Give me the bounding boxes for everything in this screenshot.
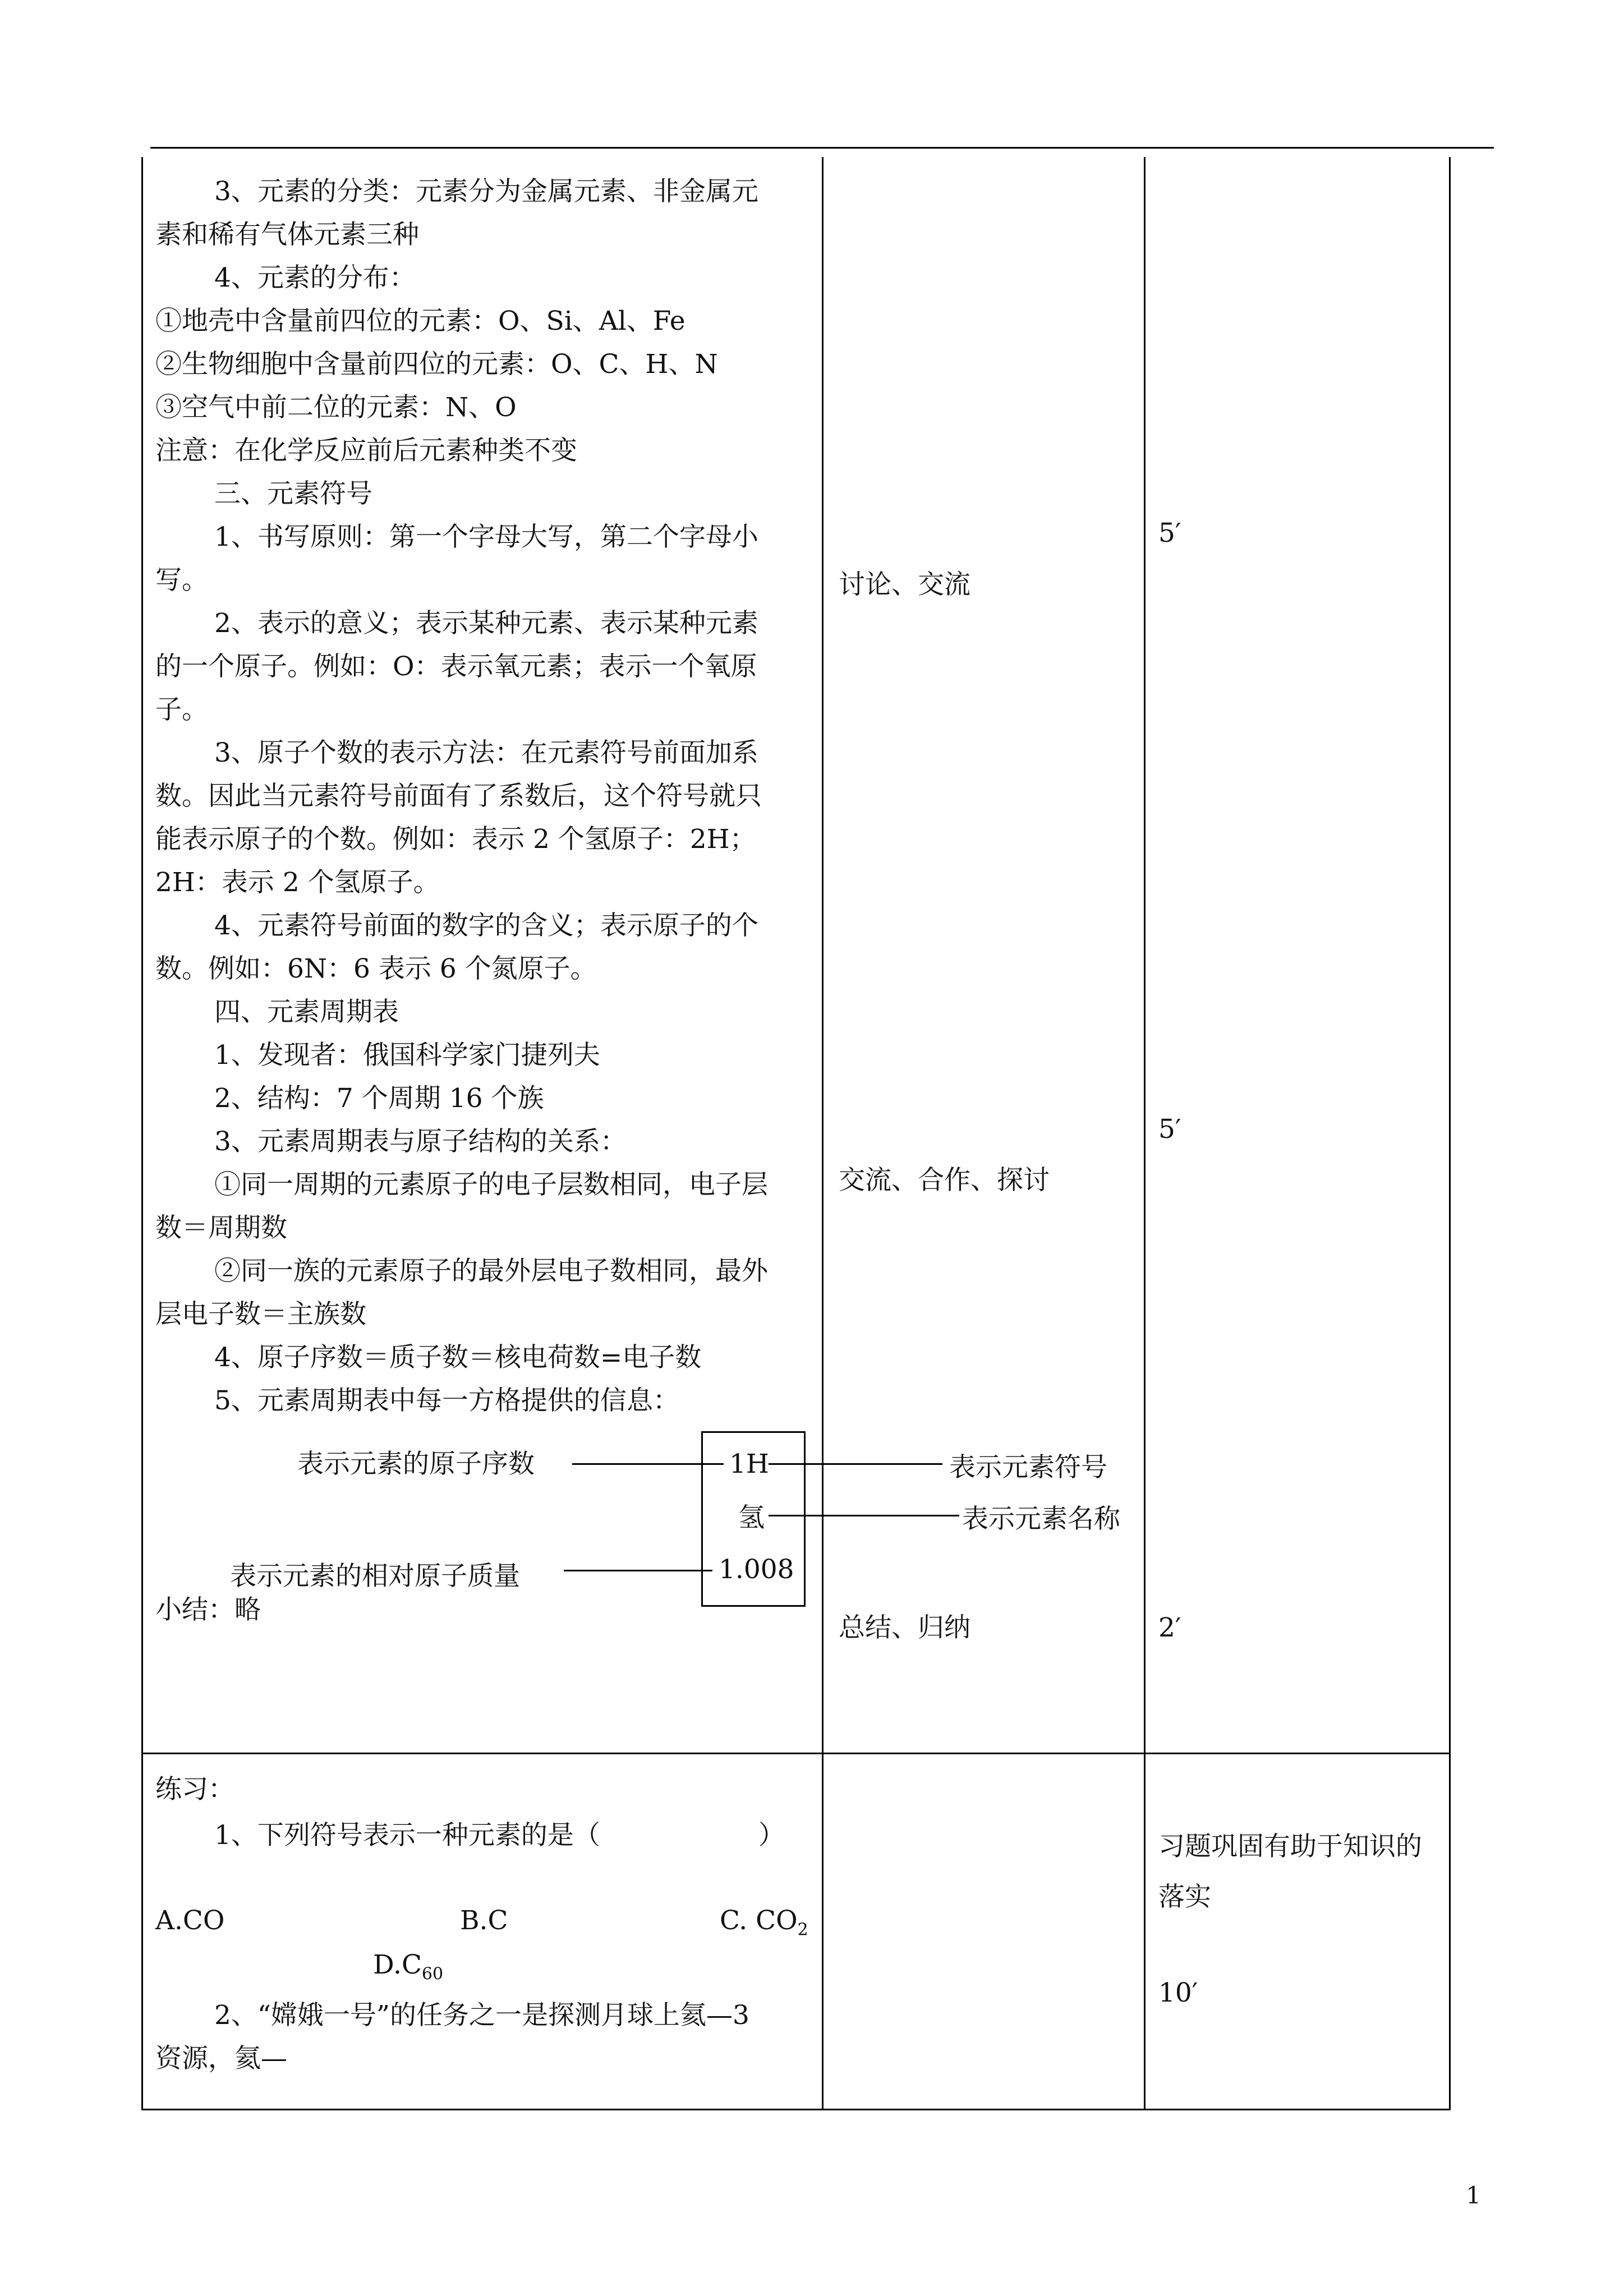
text-line: ②生物细胞中含量前四位的元素：O、C、H、N (155, 349, 718, 380)
connector-mass (564, 1570, 712, 1571)
label-atomic-number: 表示元素的原子序数 (297, 1449, 535, 1479)
text-line: ①地壳中含量前四位的元素：O、Si、Al、Fe (155, 306, 686, 336)
option-c (720, 1899, 808, 1942)
text-line: 能表示原子的个数。例如：表示 2 个氢原子：2H； (155, 824, 756, 855)
label-mass: 表示元素的相对原子质量 (230, 1561, 520, 1592)
label-symbol: 表示元素符号 (949, 1452, 1107, 1483)
time-allocation: 5′ (1158, 1114, 1181, 1145)
text-line: ①同一周期的元素原子的电子层数相同，电子层 (214, 1169, 768, 1200)
text-line: 数。例如：6N：6 表示 6 个氮原子。 (155, 953, 597, 984)
section-heading: 三、元素符号 (214, 478, 372, 509)
text-line: 3、元素周期表与原子结构的关系： (214, 1126, 627, 1157)
summary-text: 小结：略 (155, 1594, 261, 1625)
text-line: 3、原子个数的表示方法：在元素符号前面加系 (214, 737, 758, 768)
text-line: 5、元素周期表中每一方格提供的信息： (214, 1385, 679, 1416)
text-line: ③空气中前二位的元素：N、O (155, 392, 517, 423)
table-divider-2 (1144, 157, 1145, 2110)
option-d (373, 1943, 443, 1986)
activity-cooperate: 交流、合作、探讨 (839, 1165, 1050, 1196)
table-border-bottom (141, 2109, 1451, 2110)
connector-name (769, 1515, 959, 1516)
text-line: ②同一族的元素原子的最外层电子数相同，最外 (214, 1256, 768, 1287)
exercise-title: 练习： (155, 1774, 234, 1805)
text-line: 2、表示的意义；表示某种元素、表示某种元素 (214, 608, 758, 639)
option-d-text: D.C (373, 1949, 422, 1980)
text-line: 1、发现者：俄国科学家门捷列夫 (214, 1040, 600, 1071)
option-c-text: C. CO (720, 1905, 798, 1936)
text-line: 层电子数＝主族数 (155, 1299, 366, 1330)
text-line: 的一个原子。例如：O：表示氧元素；表示一个氧原 (155, 651, 757, 682)
table-divider-1 (822, 157, 823, 2110)
text-line: 2H：表示 2 个氢原子。 (155, 867, 440, 898)
element-cell-name: 氢 (738, 1502, 765, 1533)
text-line: 4、元素的分布： (214, 262, 416, 293)
activity-conclude: 总结、归纳 (839, 1612, 970, 1643)
text-line: 子。 (155, 694, 208, 725)
section-heading: 四、元素周期表 (214, 997, 399, 1027)
connector-atomic-number (572, 1463, 724, 1465)
text-line: 4、原子序数＝质子数＝核电荷数=电子数 (214, 1342, 702, 1373)
label-name: 表示元素名称 (962, 1504, 1120, 1534)
text-line: 4、元素符号前面的数字的含义；表示原子的个 (214, 910, 758, 941)
option-d-subscript: 60 (421, 1964, 444, 1984)
text-line: 数。因此当元素符号前面有了系数后，这个符号就只 (155, 781, 762, 812)
option-b: B.C (460, 1905, 508, 1936)
table-row-divider (141, 1753, 1451, 1754)
question-1: 1、下列符号表示一种元素的是（ ） (214, 1820, 785, 1851)
question-2-line-2: 资源，氦— (155, 2043, 287, 2074)
time-allocation: 10′ (1158, 1977, 1198, 2008)
table-border-right (1449, 157, 1451, 2110)
text-line: 3、元素的分类：元素分为金属元素、非金属元 (214, 176, 758, 207)
table-border-left (141, 157, 143, 2110)
activity-discuss: 讨论、交流 (839, 569, 970, 600)
time-allocation: 5′ (1158, 518, 1181, 548)
element-cell-mass: 1.008 (719, 1554, 794, 1585)
header-rule (150, 147, 1494, 149)
text-line: 写。 (155, 565, 208, 596)
text-line: 1、书写原则：第一个字母大写，第二个字母小 (214, 522, 758, 552)
time-allocation: 2′ (1158, 1612, 1181, 1643)
practice-note: 习题巩固有助于知识的落实 (1158, 1831, 1422, 1912)
page-number: 1 (1466, 2182, 1481, 2209)
connector-symbol (769, 1463, 942, 1465)
text-line: 注意：在化学反应前后元素种类不变 (155, 435, 577, 466)
option-a: A.CO (155, 1905, 225, 1936)
text-line: 2、结构：7 个周期 16 个族 (214, 1083, 544, 1114)
text-line: 素和稀有气体元素三种 (155, 219, 419, 250)
text-line: 数＝周期数 (155, 1212, 287, 1243)
element-cell-number-symbol: 1H (729, 1449, 769, 1479)
question-2-line-1: 2、“嫦娥一号”的任务之一是探测月球上氦—3 (214, 2000, 749, 2031)
option-c-subscript: 2 (797, 1920, 808, 1940)
